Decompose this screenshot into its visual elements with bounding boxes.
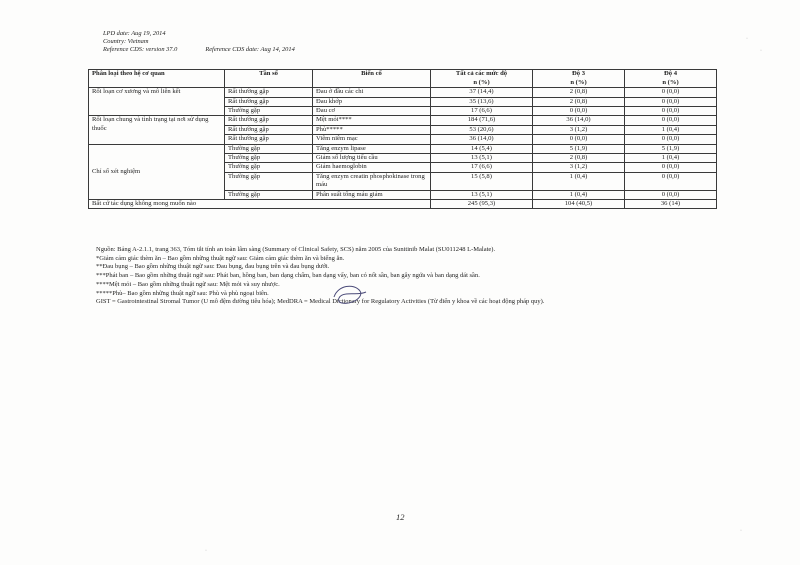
event-cell: Viêm niêm mạc <box>313 135 431 144</box>
signature-mark <box>330 283 370 307</box>
event-cell: Giảm số lượng tiểu cầu <box>313 154 431 163</box>
frequency-cell: Rất thường gặp <box>225 97 313 106</box>
header-grade-3: Độ 3 n (%) <box>533 70 625 88</box>
grade-3-cell: 2 (0,8) <box>533 88 625 97</box>
header-grade-4: Độ 4 n (%) <box>625 70 717 88</box>
scan-speck: · <box>760 48 762 54</box>
footnote-abbreviations: GIST = Gastrointestinal Stromal Tumor (U mô đệm đường tiêu hóa); MedDRA = Medical Dictionary for Regulatory Activities (Từ điển y khoa về các hoạt động pháp quy). <box>96 298 545 306</box>
frequency-cell: Thường gặp <box>225 144 313 153</box>
frequency-cell: Rất thường gặp <box>225 125 313 134</box>
grade-3-cell: 2 (0,8) <box>533 154 625 163</box>
event-cell: Đau ở đầu các chi <box>313 88 431 97</box>
all-grades-cell: 184 (71,6) <box>431 116 533 125</box>
frequency-cell: Thường gặp <box>225 190 313 199</box>
footnote-appetite: *Giảm cảm giác thèm ăn – Bao gồm những thuật ngữ sau: Giảm cảm giác thèm ăn và biếng ăn. <box>96 254 345 262</box>
organ-class-cell: Rối loạn cơ xương và mô liên kết <box>89 88 225 116</box>
footnote-rash: ***Phát ban – Bao gồm những thuật ngữ sau: Phát ban, hồng ban, ban dạng chấm, ban dạng vẩy, ban có nốt sần, ban gây ngứa và ban dạng dát sần. <box>96 272 480 280</box>
table-total-row <box>89 200 717 209</box>
header-organ-class: Phân loại theo hệ cơ quan <box>89 70 225 88</box>
lpd-date: LPD date: Aug 19, 2014 <box>103 30 166 37</box>
grade-4-cell: 0 (0,0) <box>625 135 717 144</box>
grade-4-cell: 0 (0,0) <box>625 116 717 125</box>
grade-4-cell: 0 (0,0) <box>625 190 717 199</box>
frequency-cell: Thường gặp <box>225 107 313 116</box>
page-number: 12 <box>396 512 405 522</box>
grade-3-cell: 0 (0,0) <box>533 135 625 144</box>
all-grades-cell: 15 (5,8) <box>431 172 533 190</box>
table-row <box>89 88 717 97</box>
footnote-fatigue: ****Mệt mỏi – Bao gồm những thuật ngữ sau: Mệt mỏi và suy nhược. <box>96 280 280 288</box>
total-all-grades: 245 (95,3) <box>431 200 533 209</box>
grade-4-cell: 0 (0,0) <box>625 172 717 190</box>
grade-4-cell: 1 (0,4) <box>625 125 717 134</box>
event-cell: Mệt mỏi**** <box>313 116 431 125</box>
all-grades-cell: 37 (14,4) <box>431 88 533 97</box>
table-header-row <box>89 70 717 88</box>
event-cell: Đau khớp <box>313 97 431 106</box>
scan-speck: · <box>746 36 748 42</box>
grade-3-cell: 36 (14,0) <box>533 116 625 125</box>
header-all-grades: Tất cả các mức độ n (%) <box>431 70 533 88</box>
footnote-abdominal-pain: **Đau bụng – Bao gồm những thuật ngữ sau: Đau bụng, đau bụng trên và đau bụng dưới. <box>96 263 330 271</box>
document-header <box>103 30 295 54</box>
grade-3-cell: 1 (0,4) <box>533 190 625 199</box>
event-cell: Giảm haemoglobin <box>313 163 431 172</box>
frequency-cell: Thường gặp <box>225 172 313 190</box>
organ-class-cell: Chỉ số xét nghiệm <box>89 144 225 199</box>
frequency-cell: Thường gặp <box>225 154 313 163</box>
all-grades-cell: 17 (6,6) <box>431 107 533 116</box>
table-row <box>89 116 717 125</box>
grade-3-cell: 5 (1,9) <box>533 144 625 153</box>
organ-class-cell: Rối loạn chung và tình trạng tại nơi sử dụng thuốc <box>89 116 225 144</box>
all-grades-cell: 35 (13,6) <box>431 97 533 106</box>
all-grades-cell: 14 (5,4) <box>431 144 533 153</box>
frequency-cell: Thường gặp <box>225 163 313 172</box>
frequency-cell: Rất thường gặp <box>225 88 313 97</box>
grade-4-cell: 0 (0,0) <box>625 88 717 97</box>
all-grades-cell: 13 (5,1) <box>431 190 533 199</box>
grade-4-cell: 5 (1,9) <box>625 144 717 153</box>
event-cell: Đau cơ <box>313 107 431 116</box>
grade-4-cell: 0 (0,0) <box>625 97 717 106</box>
frequency-cell: Rất thường gặp <box>225 135 313 144</box>
scan-speck: · <box>205 548 207 554</box>
total-label: Bất cứ tác dụng không mong muốn nào <box>89 200 431 209</box>
total-grade-4: 36 (14) <box>625 200 717 209</box>
total-grade-3: 104 (40,5) <box>533 200 625 209</box>
all-grades-cell: 53 (20,6) <box>431 125 533 134</box>
header-event: Biến cố <box>313 70 431 88</box>
grade-4-cell: 1 (0,4) <box>625 154 717 163</box>
grade-3-cell: 0 (0,0) <box>533 107 625 116</box>
reference-date: Reference CDS date: Aug 14, 2014 <box>205 46 295 53</box>
grade-4-cell: 0 (0,0) <box>625 163 717 172</box>
frequency-cell: Rất thường gặp <box>225 116 313 125</box>
grade-3-cell: 3 (1,2) <box>533 125 625 134</box>
all-grades-cell: 13 (5,1) <box>431 154 533 163</box>
footnote-source: Nguồn: Bảng A-2.1.1, trang 363, Tóm tắt tính an toàn lâm sàng (Summary of Clinical Safety, SCS) năm 2005 của Sunitinib Malat (SU011248 L-Malate). <box>96 246 496 253</box>
table-row <box>89 144 717 153</box>
grade-4-cell: 0 (0,0) <box>625 107 717 116</box>
grade-3-cell: 1 (0,4) <box>533 172 625 190</box>
event-cell: Phân suất tống máu giảm <box>313 190 431 199</box>
grade-3-cell: 2 (0,8) <box>533 97 625 106</box>
reference-version: Reference CDS: version 37.0 <box>103 46 178 53</box>
all-grades-cell: 17 (6,6) <box>431 163 533 172</box>
event-cell: Tăng enzym creatin phosphokinase trong máu <box>313 172 431 190</box>
footnote-oedema: *****Phù– Bao gồm những thuật ngữ sau: Phù và phù ngoại biên. <box>96 289 269 297</box>
table-footnotes <box>96 246 756 307</box>
event-cell: Tăng enzym lipase <box>313 144 431 153</box>
country: Country: Vietnam <box>103 38 149 45</box>
adverse-events-table <box>88 69 717 209</box>
all-grades-cell: 36 (14,0) <box>431 135 533 144</box>
event-cell: Phù***** <box>313 125 431 134</box>
scan-speck: · <box>740 528 742 534</box>
grade-3-cell: 3 (1,2) <box>533 163 625 172</box>
header-frequency: Tần số <box>225 70 313 88</box>
